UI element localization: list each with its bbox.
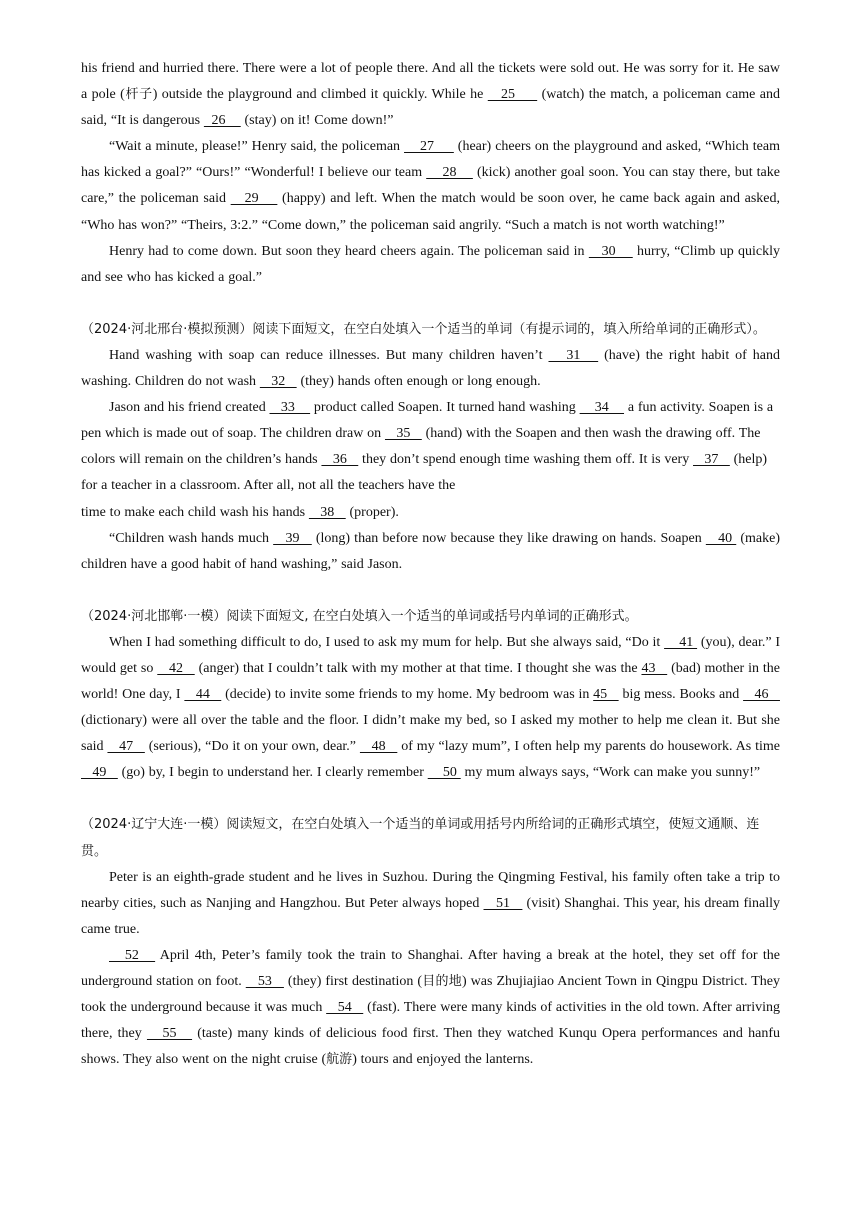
exercise-section — [81, 291, 780, 578]
text-run: (bad) mother in the world! One day, I — [81, 660, 780, 703]
text-run: April 4th, Peter’s family took the train to Shanghai. After having a break at the hotel, they set off for the underground station on foot. — [81, 947, 781, 989]
text-run: (hear) cheers on the playground and asked, “Which team has kicked a goal?” “Ours!” “Wonderful! I believe our team — [81, 139, 780, 181]
paragraph — [81, 395, 780, 499]
text-run: hurry, “Climb up quickly and see who has kicked a goal.” — [81, 243, 780, 285]
answer-blank: 49 — [81, 765, 118, 781]
text-run: ) outside the playground and climbed it quickly. While he — [152, 87, 488, 103]
text-run: (fast). There were many kinds of activities in the old town. After arriving there, they — [81, 1000, 780, 1042]
answer-blank: 31 — [548, 347, 599, 363]
answer-blank: 35 — [384, 426, 422, 442]
text-run: (visit) Shanghai. This year, his dream finally came true. — [81, 895, 780, 937]
text-run: (stay) on it! Come down!” — [240, 113, 394, 129]
section-instruction: （2024·辽宁大连·一模）阅读短文，在空白处填入一个适当的单词或用括号内所给词的正确形式填空，使短文通顺、连贯。 — [81, 817, 760, 859]
text-run: ) tours and enjoyed the lanterns. — [352, 1052, 534, 1068]
text-run: “Wait a minute, please!” Henry said, the policeman — [109, 139, 405, 155]
text-run: Peter is an eighth-grade student and he lives in Suzhou. During the Qingming Festival, his family often take a trip to nearby cities, such as Nanjing and Hangzhou. But Peter always hoped — [81, 869, 780, 911]
answer-blank: 26 — [203, 113, 241, 129]
text-run: Jason and his friend created — [109, 400, 270, 416]
text-run: (taste) many kinds of delicious food first. Then they watched Kunqu Opera performances and hanfu shows. They also went on the night cruise ( — [81, 1026, 780, 1068]
text-run: “Children wash hands much — [109, 530, 274, 546]
paragraph — [81, 343, 780, 395]
text-run: (serious), “Do it on your own, dear.” — [144, 739, 360, 755]
paragraph — [81, 56, 780, 134]
answer-blank: 52 — [109, 947, 156, 963]
text-run: (decide) to invite some friends to my home. My bedroom was in — [221, 687, 594, 703]
answer-blank: 47 — [107, 739, 145, 755]
paragraph — [81, 239, 780, 291]
document-page — [81, 56, 780, 1073]
text-run: of my “lazy mum”, I often help my parents do housework. As time — [397, 739, 780, 755]
text-run: my mum always says, “Work can make you sunny!” — [460, 765, 761, 781]
exercise-section — [81, 56, 780, 291]
paragraph — [81, 134, 780, 238]
answer-blank: 54 — [326, 1000, 364, 1016]
text-run: (make) children have a good habit of hand washing,” said Jason. — [81, 530, 780, 572]
answer-blank: 41 — [664, 634, 698, 650]
answer-blank: 40 — [705, 530, 737, 546]
paragraph — [81, 630, 780, 787]
text-run: When I had something difficult to do, I used to ask my mum for help. But she always said, “Do it — [109, 634, 665, 650]
exercise-section — [81, 578, 780, 787]
answer-blank: 36 — [321, 452, 359, 468]
paragraph — [81, 526, 780, 578]
text-run: time to make each child wash his hands — [81, 504, 309, 520]
text-run: (watch) the match, a policeman came and said, “It is dangerous — [81, 87, 780, 129]
text-run: (proper). — [345, 504, 399, 520]
text-run: (happy) and left. When the match would be soon over, he came back again and asked, “Who has won?” “Theirs, 3:2.” “Come down,” the policeman said angrily. “Such a match is not worth watching!” — [81, 191, 781, 233]
text-run: his friend and hurried there. There were a lot of people there. And all the tickets were sold out. He was sorry for it. He saw a pole ( — [81, 61, 780, 103]
answer-blank: 25 — [487, 87, 538, 103]
text-run: (anger) that I couldn’t talk with my mother at that time. I thought she was the — [194, 660, 642, 676]
answer-blank: 44 — [184, 687, 222, 703]
answer-blank: 33 — [269, 400, 311, 416]
text-run: (you), dear.” I would get so — [81, 634, 781, 676]
section-gap — [81, 291, 780, 317]
text-run: (long) than before now because they like drawing on hands. Soapen — [311, 530, 706, 546]
text-run: 目的地 — [422, 974, 462, 989]
answer-blank: 29 — [230, 191, 278, 207]
answer-blank: 45 — [593, 687, 619, 703]
paragraph — [81, 500, 780, 526]
answer-blank: 34 — [579, 400, 625, 416]
answer-blank: 48 — [359, 739, 398, 755]
text-run: Hand washing with soap can reduce illnesses. But many children haven’t — [109, 347, 549, 363]
answer-blank: 28 — [426, 165, 473, 181]
text-run: (dictionary) were all over the table and the floor. I didn’t make my bed, so I asked my mother to help me clean it. But she said — [81, 713, 780, 755]
answer-blank: 46 — [743, 687, 780, 703]
section-gap — [81, 786, 780, 812]
text-run: (go) by, I begin to understand her. I clearly remember — [117, 765, 428, 781]
paragraph — [81, 943, 780, 1073]
text-run: 航游 — [326, 1052, 353, 1068]
text-run: (they) hands often enough or long enough. — [296, 374, 541, 390]
answer-blank: 53 — [245, 974, 284, 989]
answer-blank: 32 — [259, 374, 297, 390]
answer-blank: 51 — [483, 895, 523, 911]
answer-blank: 37 — [693, 452, 730, 468]
answer-blank: 55 — [146, 1026, 193, 1042]
text-run: they don’t spend enough time washing them off. It is very — [358, 452, 694, 468]
text-run: (hand) with the Soapen and then wash the drawing off. The colors will remain on the children’s hands — [81, 426, 761, 468]
answer-blank: 39 — [273, 530, 312, 546]
text-run: (kick) another goal soon. You can stay there, but take care,” the policeman said — [81, 165, 780, 207]
section-instruction: （2024·河北邢台·模拟预测）阅读下面短文，在空白处填入一个适当的单词（有提示词的，填入所给单词的正确形式）。 — [81, 321, 766, 337]
text-run: big mess. Books and — [618, 687, 744, 703]
answer-blank: 30 — [588, 243, 633, 259]
answer-blank: 43 — [641, 660, 668, 676]
exercise-section — [81, 786, 780, 1073]
answer-blank: 27 — [404, 139, 454, 155]
section-instruction: （2024·河北邯郸·一模）阅读下面短文, 在空白处填入一个适当的单词或括号内单词的正确形式。 — [81, 608, 638, 624]
answer-blank: 38 — [308, 504, 346, 520]
text-run: product called Soapen. It turned hand washing — [310, 400, 580, 416]
text-run: (help) for a teacher in a classroom. After all, not all the teachers have the — [81, 452, 768, 494]
text-run: a fun activity. Soapen is a pen which is made out of soap. The children draw on — [81, 400, 774, 442]
text-run: 杆子 — [124, 87, 153, 103]
text-run: (have) the right habit of hand washing. Children do not wash — [81, 347, 780, 390]
paragraph — [81, 865, 780, 943]
text-run: Henry had to come down. But soon they heard cheers again. The policeman said in — [109, 243, 589, 259]
section-gap — [81, 578, 780, 604]
text-run: ) was Zhujiajiao Ancient Town in Qingpu District. They took the underground because it was much — [81, 974, 780, 1016]
text-run: (they) first destination ( — [283, 974, 423, 989]
answer-blank: 42 — [157, 660, 195, 676]
answer-blank: 50 — [427, 765, 461, 781]
